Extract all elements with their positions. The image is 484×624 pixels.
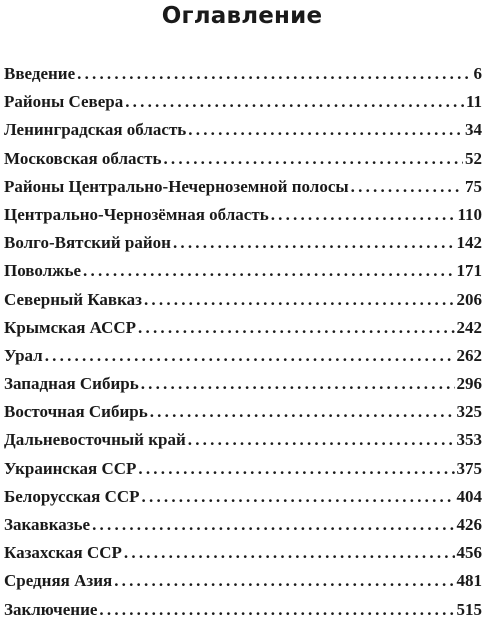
- dot-leader: [144, 286, 455, 314]
- toc-entry-page: 262: [456, 345, 482, 365]
- toc-entry-page: 426: [456, 515, 482, 534]
- toc-entry-page: 206: [456, 289, 482, 309]
- toc-entry-page: 142: [456, 233, 482, 253]
- toc-entry-page: 456: [456, 543, 482, 563]
- dot-leader: [114, 567, 454, 595]
- toc-entry-label: Украинская ССР: [4, 458, 137, 478]
- dot-leader: [138, 314, 454, 342]
- toc-entry[interactable]: [4, 116, 482, 144]
- toc-entry-page: 171: [456, 261, 482, 281]
- toc-entry-label: Средняя Азия: [4, 571, 113, 591]
- toc-entry[interactable]: [4, 370, 482, 398]
- toc-entry-page: 481: [456, 571, 482, 591]
- toc-entry-label: Казахская ССР: [4, 543, 122, 563]
- toc-entry[interactable]: [4, 455, 482, 483]
- dot-leader: [188, 426, 455, 454]
- dot-leader: [142, 483, 455, 511]
- toc-entry-label: Центрально-Чернозёмная область: [4, 204, 269, 224]
- toc-entry[interactable]: [4, 398, 482, 426]
- dot-leader: [92, 511, 454, 539]
- dot-leader: [125, 88, 464, 116]
- toc-entry-label: Районы Центрально-Нечерноземной полосы: [4, 176, 349, 196]
- toc-entry-page: 242: [456, 317, 482, 337]
- toc-entry[interactable]: [4, 483, 482, 511]
- toc-entry[interactable]: [4, 286, 482, 314]
- toc-entry-page: 11: [465, 92, 482, 112]
- toc-entry-label: Восточная Сибирь: [4, 402, 148, 422]
- toc-entry-label: Урал: [4, 345, 43, 365]
- toc-entry-label: Заключение: [4, 599, 98, 619]
- toc-entry-label: Дальневосточный край: [4, 430, 186, 450]
- dot-leader: [83, 257, 454, 285]
- dot-leader: [124, 539, 455, 567]
- toc-entry[interactable]: [4, 88, 482, 116]
- toc-entry-label: Московская область: [4, 148, 162, 168]
- dot-leader: [77, 60, 471, 88]
- toc-entry[interactable]: [4, 201, 482, 229]
- dot-leader: [351, 173, 463, 201]
- toc-entry-page: 6: [473, 64, 482, 83]
- dot-leader: [150, 398, 455, 426]
- toc-entry-label: Западная Сибирь: [4, 374, 139, 394]
- dot-leader: [163, 145, 463, 173]
- toc-entry-label: Волго-Вятский район: [4, 233, 171, 253]
- dot-leader: [45, 342, 455, 370]
- toc-entry-page: 52: [465, 148, 482, 168]
- toc-entry[interactable]: [4, 257, 482, 285]
- dot-leader: [271, 201, 456, 229]
- toc-entry[interactable]: [4, 229, 482, 257]
- toc-entry[interactable]: [4, 342, 482, 370]
- toc-entry[interactable]: [4, 60, 482, 88]
- dot-leader: [141, 370, 455, 398]
- toc-entry-page: 75: [465, 176, 482, 196]
- toc-entry-page: 353: [456, 430, 482, 450]
- toc-entry-label: Ленинградская область: [4, 120, 187, 140]
- dot-leader: [138, 455, 454, 483]
- toc-entry-page: 34: [465, 120, 482, 140]
- toc-entry-page: 325: [456, 402, 482, 422]
- toc-entry-label: Введение: [4, 64, 76, 83]
- toc-entry-label: Крымская АССР: [4, 317, 137, 337]
- dot-leader: [188, 116, 463, 144]
- toc-entry-page: 296: [456, 374, 482, 394]
- toc-entry-label: Районы Севера: [4, 92, 124, 112]
- toc-entry-page: 375: [456, 458, 482, 478]
- page-title: Оглавление: [161, 3, 323, 29]
- toc-entry-label: Северный Кавказ: [4, 289, 142, 309]
- toc-entry-label: Белорусская ССР: [4, 486, 140, 506]
- toc-entry-label: Закавказье: [4, 515, 91, 534]
- toc-entry-page: 515: [456, 599, 482, 619]
- toc-entry[interactable]: [4, 145, 482, 173]
- toc-entry[interactable]: [4, 567, 482, 595]
- toc-entry[interactable]: [4, 426, 482, 454]
- toc-entry-label: Поволжье: [4, 261, 82, 281]
- toc-list: [4, 60, 482, 624]
- toc-entry[interactable]: [4, 314, 482, 342]
- dot-leader: [173, 229, 455, 257]
- toc-entry-page: 404: [456, 486, 482, 506]
- toc-entry-page: 110: [457, 204, 482, 224]
- toc-entry[interactable]: [4, 511, 482, 539]
- toc-entry[interactable]: [4, 539, 482, 567]
- toc-entry[interactable]: [4, 173, 482, 201]
